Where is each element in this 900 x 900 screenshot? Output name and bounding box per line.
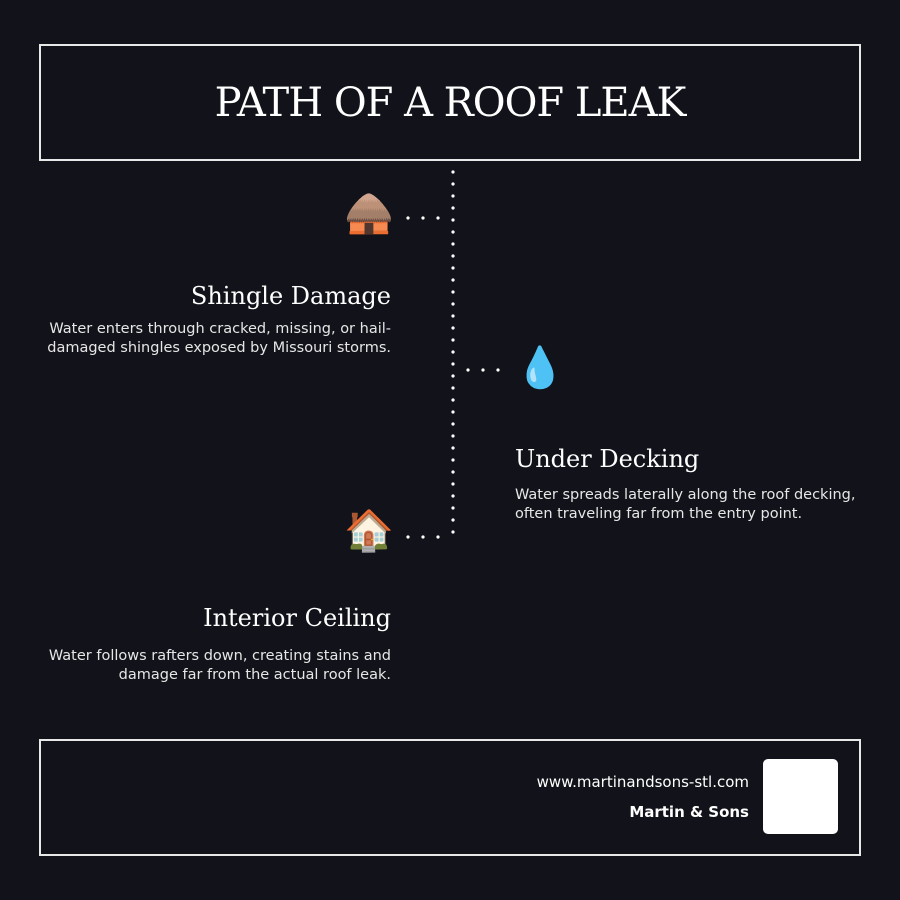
stage-title-interior-ceiling: Interior Ceiling	[203, 604, 391, 632]
stage-title-shingle-damage: Shingle Damage	[190, 282, 391, 310]
connector-under-decking	[466, 368, 499, 371]
hut-icon: 🛖	[344, 190, 394, 236]
page-title: PATH OF A ROOF LEAK	[214, 79, 686, 126]
logo-placeholder	[763, 759, 838, 834]
stage-title-under-decking: Under Decking	[515, 445, 700, 473]
stage-desc-interior-ceiling: Water follows rafters down, creating stains and damage far from the actual roof leak.	[48, 648, 391, 683]
stage-desc-shingle-damage: Water enters through cracked, missing, or hail-damaged shingles exposed by Missouri storms.	[47, 321, 391, 356]
footer-banner	[39, 739, 861, 856]
droplet-icon: 💧	[515, 345, 565, 391]
connector-interior-ceiling	[406, 535, 439, 538]
stage-desc-under-decking: Water spreads laterally along the roof decking, often traveling far from the entry point.	[515, 487, 856, 522]
timeline-spine	[451, 170, 454, 533]
connector-shingle-damage	[406, 216, 439, 219]
brand-name: Martin & Sons	[629, 803, 749, 821]
house-icon: 🏠	[344, 508, 394, 554]
website-link[interactable]: www.martinandsons-stl.com	[536, 773, 749, 791]
